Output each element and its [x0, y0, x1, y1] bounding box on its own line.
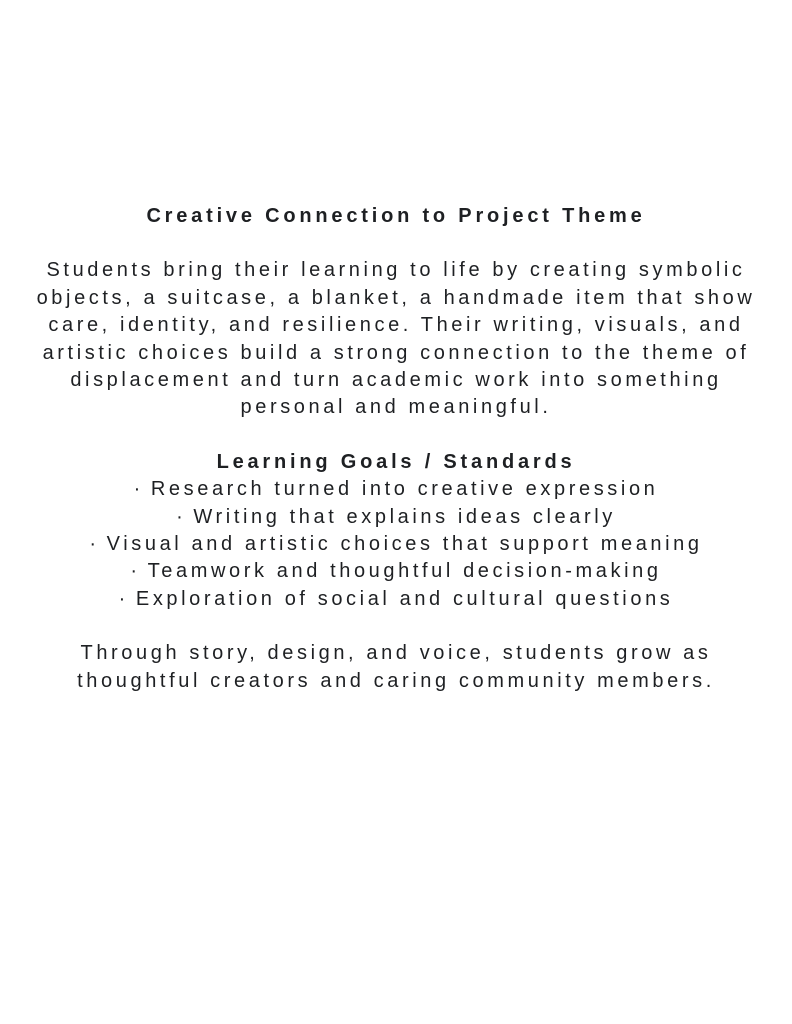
bullet-icon: ·: [130, 560, 141, 583]
list-item-text: Teamwork and thoughtful decision-making: [147, 560, 662, 583]
list-item-text: Research turned into creative expression: [150, 478, 659, 501]
intro-paragraph: Students bring their learning to life by creating symbolic objects, a suitcase, a blanket, a handmade item that show care, identity, and resilience. Their writing, visuals, and artistic choices build a strong connection to the theme of displacement and turn academic work into something personal and meaningful.: [36, 259, 756, 419]
list-item: [34, 476, 758, 503]
closing-paragraph: Through story, design, and voice, students grow as thoughtful creators and caring community members.: [77, 642, 715, 692]
list-item: [34, 558, 758, 585]
bullet-icon: ·: [118, 587, 129, 610]
list-item-text: Visual and artistic choices that support meaning: [106, 533, 703, 556]
document-content: [34, 203, 758, 695]
bullet-icon: ·: [176, 505, 187, 528]
list-item: [34, 504, 758, 531]
bullet-icon: ·: [133, 478, 144, 501]
bullet-icon: ·: [89, 533, 100, 556]
goals-heading: Learning Goals / Standards: [216, 450, 576, 473]
page-title: Creative Connection to Project Theme: [146, 205, 646, 227]
list-item-text: Exploration of social and cultural questions: [135, 587, 674, 610]
goals-list: [34, 476, 758, 613]
list-item: [34, 586, 758, 613]
list-item-text: Writing that explains ideas clearly: [193, 505, 616, 528]
list-item: [34, 531, 758, 558]
